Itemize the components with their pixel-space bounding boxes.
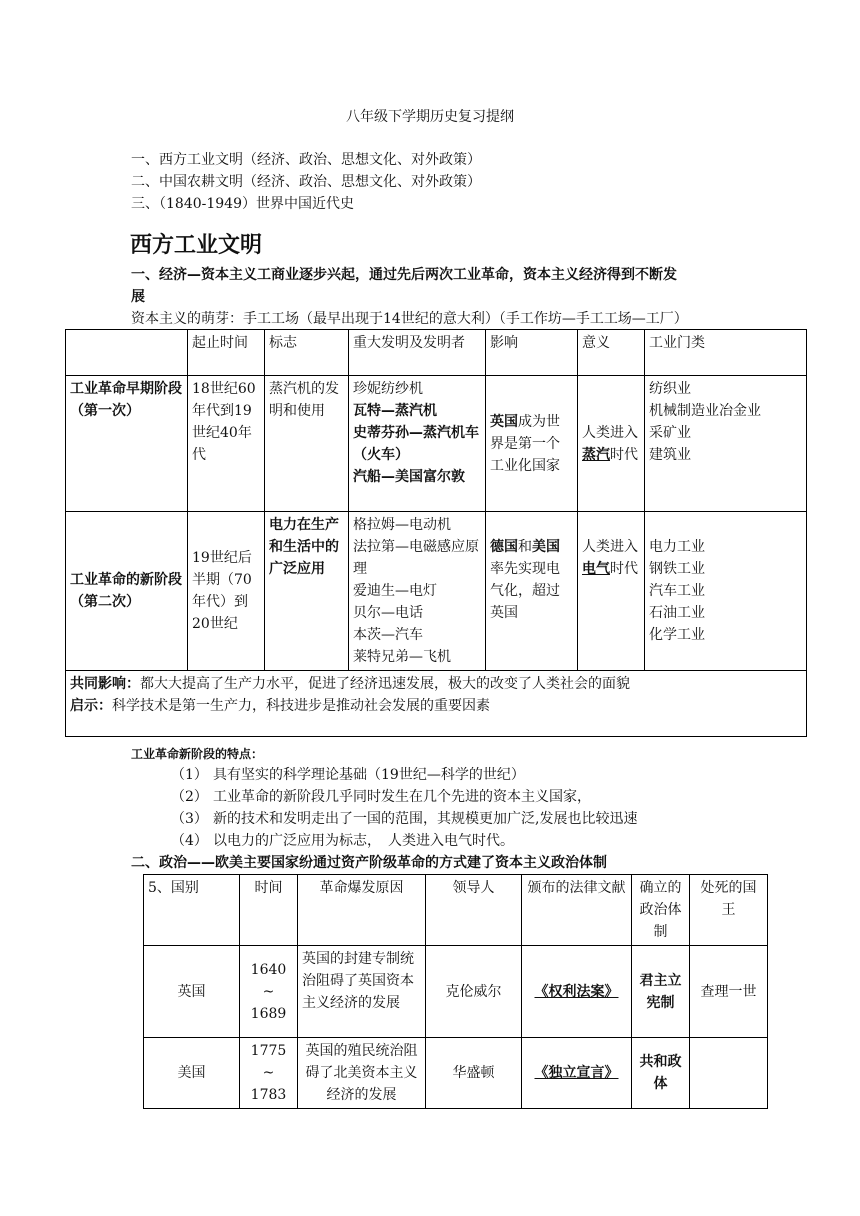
impact-country: 英国 [490,413,518,430]
invention-item: 珍妮纺纱机 [353,381,423,397]
item-number: （1） [171,767,208,783]
politics-heading: 二、政治——欧美主要国家纷通过资产阶级革命的方式建了资本主义政治体制 [131,855,607,871]
document-title: 八年级下学期历史复习提纲 [346,109,514,125]
item-number: （2） [171,789,208,805]
item-text: 工业革命的新阶段几乎同时发生在几个先进的资本主义国家， [213,789,591,805]
industrial-revolution-table [65,329,807,737]
period-separator: ~ [262,1065,275,1081]
inventions-cell [349,512,486,671]
header-cell: 意义 [578,330,645,376]
invention-item: 史蒂芬孙—蒸汽机车（火车） [353,425,479,463]
invention-item: 汽船—美国富尔敦 [353,469,465,485]
impact-country: 德国 [490,539,518,555]
invention-item: 格拉姆—电动机 [353,517,451,533]
table-row [66,376,807,512]
meaning-era: 蒸汽 [582,446,610,463]
law-cell: 《独立宣言》 [522,1038,632,1109]
industries-cell [645,512,807,671]
period-cell [240,1038,298,1109]
impact-cell [486,512,578,671]
meaning-text: 时代 [610,446,638,463]
summary-cell [66,671,807,737]
industry-item: 汽车工业 [649,583,705,599]
features-title: 工业革命新阶段的特点： [131,747,264,761]
impact-text: 率先实现电气化，超过英国 [490,561,560,621]
header-cell: 起止时间 [188,330,265,376]
industry-item: 机械制造业冶金业 [649,403,761,419]
industry-item: 电力工业 [649,539,705,555]
header-cell: 确立的政治体制 [632,875,690,946]
industries-cell [645,376,807,512]
meaning-cell [578,512,645,671]
time-cell: 19世纪后半期（70年代）到20世纪 [188,512,265,671]
time-cell: 18世纪60年代到19世纪40年代 [188,376,265,512]
mark-cell: 蒸汽机的发明和使用 [265,376,349,512]
header-cell: 颁布的法律文献 [522,875,632,946]
invention-item: 贝尔—电话 [353,605,423,621]
stage-cell: 工业革命的新阶段（第二次） [66,512,188,671]
industry-item: 钢铁工业 [649,561,705,577]
item-text: 以电力的广泛应用为标志， 人类进入电气时代。 [213,833,514,849]
invention-item: 法拉第—电磁感应原理 [353,539,479,577]
meaning-text: 时代 [610,561,638,577]
table-row [144,1038,768,1109]
king-cell [690,1038,768,1109]
country-cell: 美国 [144,1038,240,1109]
system-cell: 共和政体 [632,1038,690,1109]
item-text: 新的技术和发明走出了一国的范围，其规模更加广泛,发展也比较迅速 [213,811,638,827]
list-item [171,830,637,852]
header-cell: 重大发明及发明者 [349,330,486,376]
period-cell [240,946,298,1038]
meaning-text: 人类进入 [582,539,638,555]
inventions-cell [349,376,486,512]
invention-item: 莱特兄弟—飞机 [353,649,451,665]
impact-country: 美国 [532,539,560,555]
invention-item: 瓦特—蒸汽机 [353,403,437,419]
header-cell: 处死的国王 [690,875,768,946]
meaning-era: 电气 [582,561,610,577]
end-year: 1783 [250,1087,287,1103]
item-number: （4） [171,833,208,849]
cause-cell: 英国的殖民统治阻碍了北美资本主义经济的发展 [298,1038,426,1109]
country-cell: 英国 [144,946,240,1038]
header-cell [66,330,188,376]
period-separator: ~ [262,983,275,1000]
impact-text: 和 [518,539,532,555]
table-summary-row [66,671,807,737]
outline-list [131,149,481,215]
cause-cell: 英国的封建专制统治阻碍了英国资本主义经济的发展 [298,946,426,1038]
list-item [171,764,637,786]
header-cell: 标志 [265,330,349,376]
industry-item: 化学工业 [649,627,705,643]
outline-item: 二、中国农耕文明（经济、政治、思想文化、对外政策） [131,174,481,190]
capitalism-sprout: 资本主义的萌芽：手工工场（最早出现于14世纪的意大利）（手工作坊—手工工场—工厂） [131,311,688,327]
table-header-row [144,875,768,946]
mark-cell: 电力在生产和生活中的广泛应用 [265,512,349,671]
industry-item: 石油工业 [649,605,705,621]
industry-item: 纺织业 [649,381,691,397]
leader-cell: 华盛顿 [426,1038,522,1109]
start-year: 1640 [250,961,287,978]
insight-label: 启示： [70,698,112,714]
meaning-cell [578,376,645,512]
stage-cell: 工业革命早期阶段（第一次） [66,376,188,512]
item-number: （3） [171,811,208,827]
common-impact-label: 共同影响： [70,676,140,692]
table-header-row [66,330,807,376]
leader-cell: 克伦威尔 [426,946,522,1038]
economy-heading [131,264,677,308]
list-item [171,808,637,830]
king-cell: 查理一世 [690,946,768,1038]
impact-text: 成为世界是第一个工业化国家 [490,413,560,474]
header-cell: 5、国别 [144,875,240,946]
outline-item: 三、（1840-1949）世界中国近代史 [131,196,354,212]
invention-item: 本茨—汽车 [353,627,423,643]
table-row [66,512,807,671]
law-cell: 《权利法案》 [522,946,632,1038]
industry-item: 采矿业 [649,425,691,441]
table-row [144,946,768,1038]
header-cell: 领导人 [426,875,522,946]
invention-item: 爱迪生—电灯 [353,583,437,599]
outline-item: 一、西方工业文明（经济、政治、思想文化、对外政策） [131,152,481,168]
list-item [171,786,637,808]
section-heading: 西方工业文明 [130,233,263,258]
start-year: 1775 [250,1043,287,1059]
features-list [171,764,637,852]
header-cell: 影响 [486,330,578,376]
impact-cell [486,376,578,512]
end-year: 1689 [250,1005,287,1022]
item-text: 具有坚实的科学理论基础（19世纪—科学的世纪） [213,767,525,783]
economy-heading-line: 一、经济—资本主义工商业逐步兴起，通过先后两次工业革命，资本主义经济得到不断发 [131,267,677,283]
header-cell: 革命爆发原因 [298,875,426,946]
meaning-text: 人类进入 [582,424,638,441]
revolution-table [143,874,768,1109]
common-impact-text: 都大大提高了生产力水平，促进了经济迅速发展，极大的改变了人类社会的面貌 [140,676,630,692]
header-cell: 时间 [240,875,298,946]
industry-item: 建筑业 [649,447,691,463]
economy-heading-line: 展 [131,289,145,305]
insight-text: 科学技术是第一生产力，科技进步是推动社会发展的重要因素 [112,698,490,714]
header-cell: 工业门类 [645,330,807,376]
system-cell: 君主立宪制 [632,946,690,1038]
